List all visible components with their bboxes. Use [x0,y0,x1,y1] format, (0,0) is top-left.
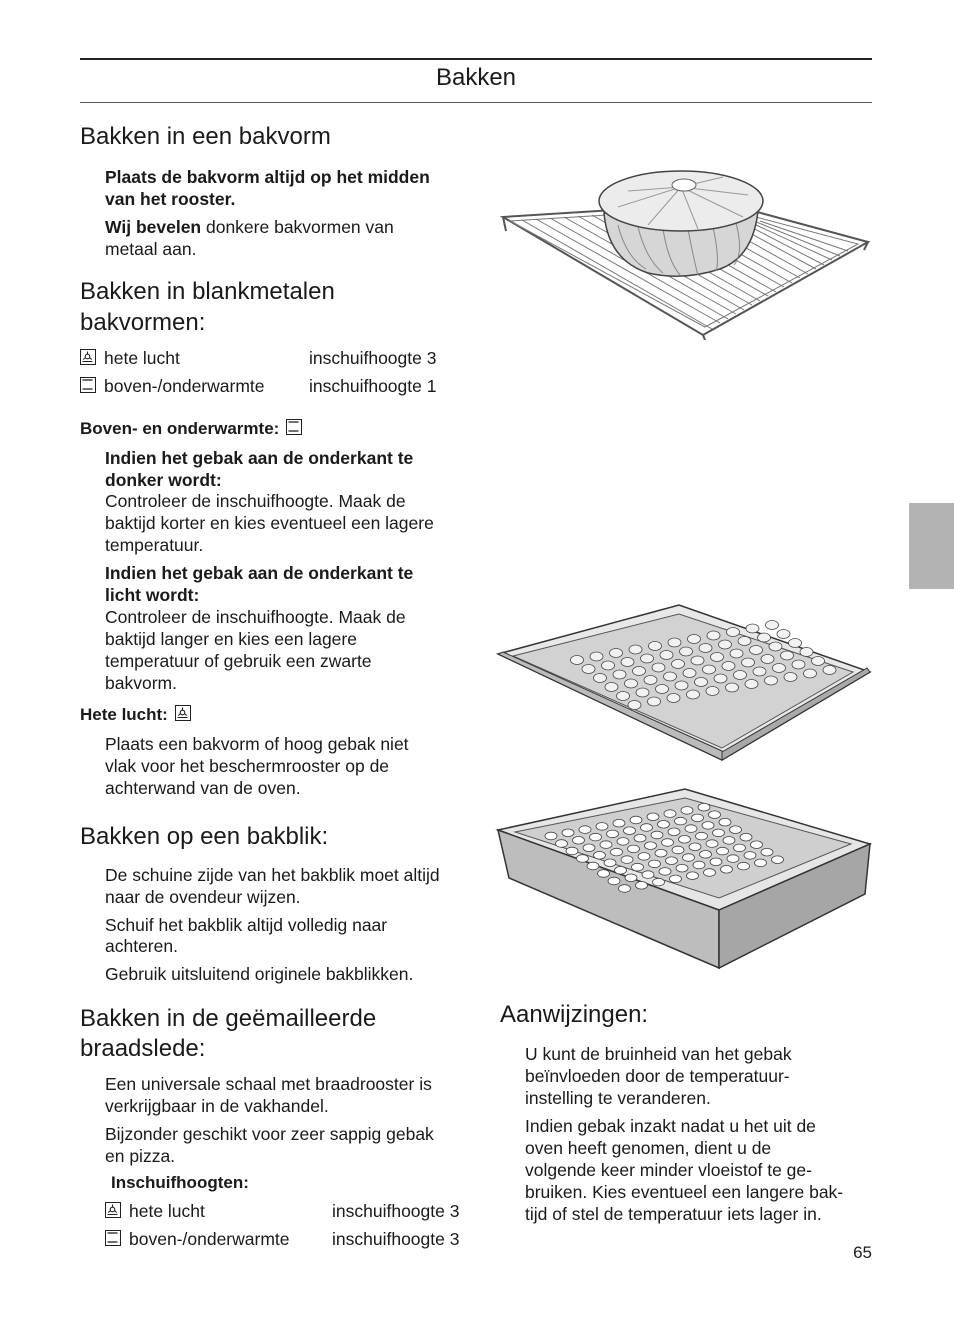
fan-oven-icon [105,1202,121,1218]
setting-mode-label: hete lucht [129,1201,205,1221]
bakvorm-line1: Plaats de bakvorm altijd op het midden [105,167,430,187]
case1-line3: temperatuur. [105,535,204,555]
bakvorm-line3 [105,216,394,238]
setting-level-value: inschuifhoogte 3 [332,1201,460,1221]
setting-level-value: inschuifhoogte 1 [309,376,437,396]
boven-onder-heading [80,418,302,440]
bakblik-line4: achteren. [105,936,178,956]
top-bottom-heat-icon [80,377,96,393]
bakblik-line1: De schuine zijde van het bakblik moet altijd [105,865,440,885]
section-title-aanwijzingen: Aanwijzingen: [500,1001,649,1028]
setting-level-value: inschuifhoogte 3 [309,348,437,368]
braadslede-line4: en pizza. [105,1146,176,1166]
aanwijzingen-line6: volgende keer minder vloeistof te ge- [525,1160,812,1180]
setting-row-top-bottom [105,1228,475,1252]
case1-bold-line1: Indien het gebak aan de onderkant te [105,448,414,468]
aanwijzingen-line1: U kunt de bruinheid van het gebak [525,1044,792,1064]
bakblik-line2: naar de ovendeur wijzen. [105,887,301,907]
setting-mode-label: hete lucht [104,348,180,368]
page-header-title: Bakken [435,64,517,91]
hete-lucht-line3: achterwand van de oven. [105,778,301,798]
cake-on-rack-illustration [498,165,873,340]
section-title-blankmetalen-line2: bakvormen: [80,309,206,336]
section-title-braadslede-line2: braadslede: [80,1035,206,1062]
aanwijzingen-line8: tijd of stel de temperatuur iets lager in. [525,1204,822,1224]
header-rule-top [80,58,872,60]
case2-line1: Controleer de inschuifhoogte. Maak de [105,607,406,627]
section-title-blankmetalen: Bakken in blankmetalen [80,278,335,305]
aanwijzingen-line2: beïnvloeden door de temperatuur- [525,1066,790,1086]
setting-mode-label: boven-/onderwarmte [129,1229,290,1249]
hete-lucht-line2: vlak voor het beschermrooster op de [105,756,390,776]
fan-oven-icon [175,705,191,721]
aanwijzingen-line5: oven heeft genomen, dient u de [525,1138,772,1158]
case1-line1: Controleer de inschuifhoogte. Maak de [105,491,406,511]
baking-tray-cookies-illustration [495,602,873,764]
section-title-bakvorm: Bakken in een bakvorm [80,123,331,150]
case2-line3: temperatuur of gebruik een zwarte [105,651,372,671]
aanwijzingen-line7: bruiken. Kies eventueel een langere bak- [525,1182,844,1202]
top-bottom-heat-icon [105,1230,121,1246]
inschuifhoogten-heading: Inschuifhoogten: [111,1173,249,1192]
case1-bold-line2: donker wordt: [105,470,222,490]
bakvorm-line4: metaal aan. [105,239,197,259]
fan-oven-icon [80,349,96,365]
section-title-braadslede: Bakken in de geëmailleerde [80,1005,377,1032]
aanwijzingen-line3: instelling te veranderen. [525,1088,711,1108]
case2-line4: bakvorm. [105,673,177,693]
bakvorm-line2: van het rooster. [105,189,236,209]
section-title-bakblik: Bakken op een bakblik: [80,823,329,850]
roasting-pan-cookies-illustration [495,786,873,972]
hete-lucht-heading-text: Hete lucht: [80,705,168,724]
aanwijzingen-line4: Indien gebak inzakt nadat u het uit de [525,1116,816,1136]
setting-mode-label: boven-/onderwarmte [104,376,265,396]
setting-row-top-bottom [80,375,460,399]
boven-onder-heading-text: Boven- en onderwarmte: [80,419,280,438]
case2-bold-line1: Indien het gebak aan de onderkant te [105,563,414,583]
setting-row-fan [80,347,460,371]
setting-level-value: inschuifhoogte 3 [332,1229,460,1249]
setting-row-fan [105,1200,475,1224]
braadslede-line3: Bijzonder geschikt voor zeer sappig gebak [105,1124,434,1144]
bakblik-line5: Gebruik uitsluitend originele bakblikken. [105,964,414,984]
case1-line2: baktijd korter en kies eventueel een lagere [105,513,434,533]
bakvorm-line3-rest: donkere bakvormen van [201,217,394,237]
case2-bold-line2: licht wordt: [105,585,200,605]
hete-lucht-line1: Plaats een bakvorm of hoog gebak niet [105,734,409,754]
bakblik-line3: Schuif het bakblik altijd volledig naar [105,915,388,935]
top-bottom-heat-icon [286,419,302,435]
chapter-tab-marker [909,503,954,589]
bakvorm-line3-bold: Wij bevelen [105,217,202,237]
case2-line2: baktijd langer en kies een lagere [105,629,357,649]
page-number: 65 [853,1243,872,1262]
header-rule-bottom [80,102,872,103]
hete-lucht-heading [80,704,191,726]
braadslede-line1: Een universale schaal met braadrooster is [105,1074,432,1094]
braadslede-line2: verkrijgbaar in de vakhandel. [105,1096,329,1116]
